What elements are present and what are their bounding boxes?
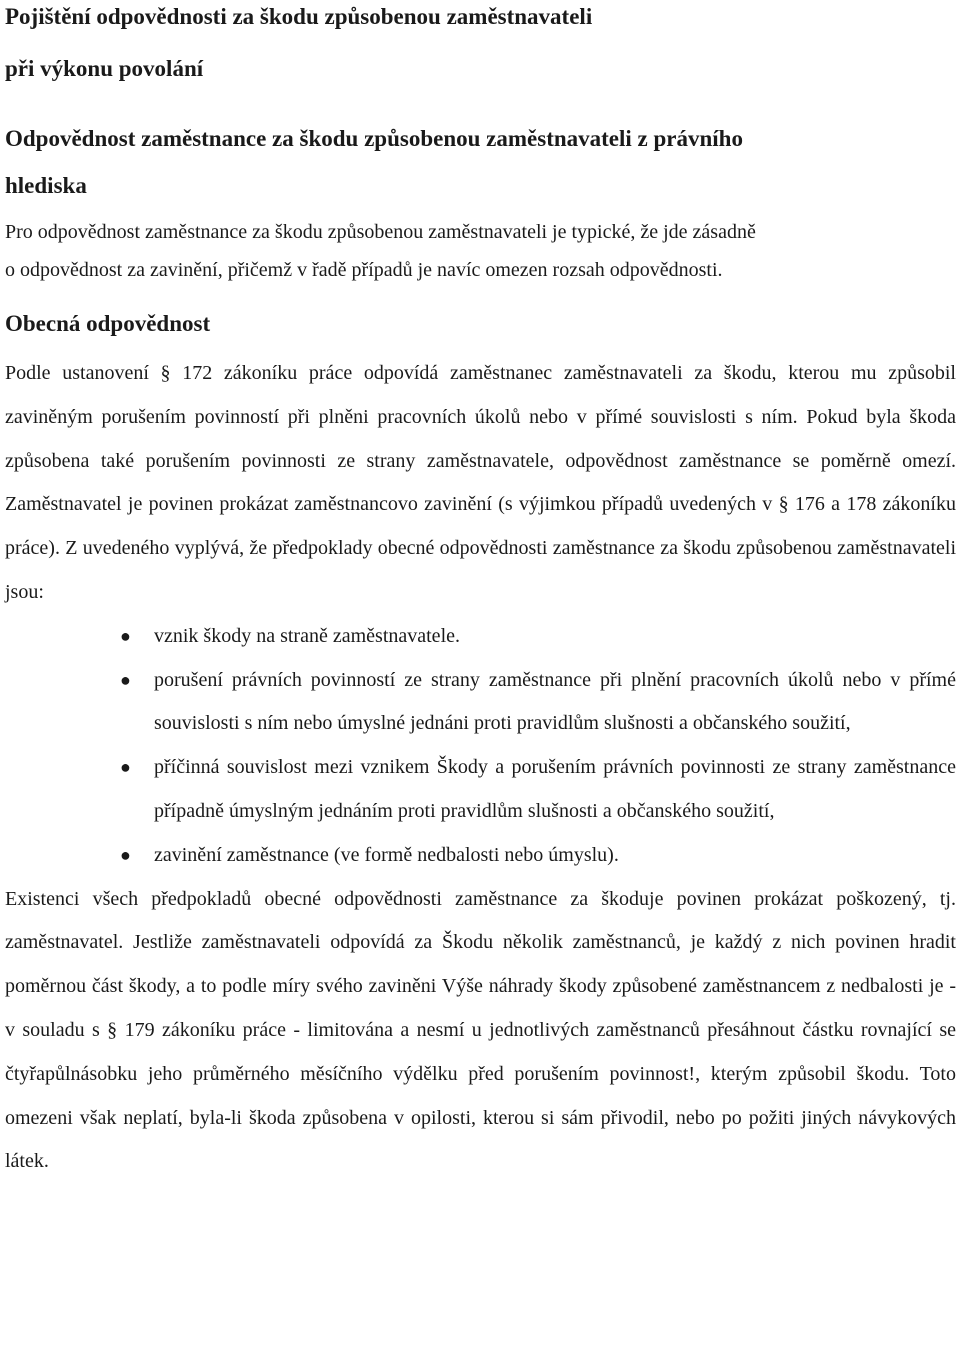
bullet-icon: ● <box>120 844 131 865</box>
list-item <box>5 615 956 659</box>
list-item <box>5 746 956 834</box>
section-title-line-1: Odpovědnost zaměstnance za škodu způsobenou zaměstnavateli z právního <box>5 126 743 151</box>
list-item <box>5 834 956 878</box>
bullet-icon: ● <box>120 757 131 778</box>
bullet-icon: ● <box>120 669 131 690</box>
list-item-text: vznik škody na straně zaměstnavatele. <box>154 624 460 647</box>
list-item-text: příčinná souvislost mezi vznikem Škody a porušením právních povinnosti ze strany zaměstnance případně úmyslným jednáním proti pravidlům slušnosti a občanského soužití, <box>154 756 956 822</box>
intro-line-1: Pro odpovědnost zaměstnance za škodu způsobenou zaměstnavateli je typické, že jde zásadně <box>5 221 756 243</box>
document-title-line-1: Pojištění odpovědnosti za škodu způsobenou zaměstnavateli <box>5 4 593 29</box>
paragraph-proof-and-limits: Existenci všech předpokladů obecné odpovědnosti zaměstnance za škoduje povinen prokázat poškozený, tj. zaměstnavatel. Jestliže zaměstnavateli odpovídá za Škodu několik zaměstnanců, je každý z nich povinen hradit poměrnou část škody, a to podle míry svého zaviněni Výše náhrady škody způsobené zaměstnancem z nedbalosti je - v souladu s § 179 zákoníku práce - limitována a nesmí u jednotlivých zaměstnanců přesáhnout částku rovnající se čtyřapůlnásobku jeho průměrného měsíčního výdělku před porušením povinnost!, kterým způsobil škodu. Toto omezeni však neplatí, byla-li škoda způsobena v opilosti, kterou si sám přivodil, nebo po požiti jiných návykových látek. <box>5 887 956 1173</box>
bullet-icon: ● <box>120 625 131 646</box>
subsection-heading: Obecná odpovědnost <box>5 311 211 336</box>
conditions-list <box>5 615 956 878</box>
list-item-text: porušení právních povinností ze strany zaměstnance při plnění pracovních úkolů nebo v přímé souvislosti s ním nebo úmyslné jednáni proti pravidlům slušnosti a občanského soužití, <box>154 668 956 735</box>
list-item <box>5 659 956 747</box>
intro-line-2: o odpovědnost za zavinění, přičemž v řadě případů je navíc omezen rozsah odpovědnosti. <box>5 259 723 281</box>
intro-paragraph <box>5 213 956 289</box>
document-title-line-2: při výkonu povolání <box>5 56 204 81</box>
section-title-line-2: hlediska <box>5 173 87 198</box>
list-item-text: zavinění zaměstnance (ve formě nedbalosti nebo úmyslu). <box>154 843 619 866</box>
paragraph-general-liability: Podle ustanovení § 172 zákoníku práce odpovídá zaměstnanec zaměstnavateli za škodu, kterou mu způsobil zaviněným porušením povinností při plněni pracovních úkolů nebo v přímé souvislosti s ním. Pokud byla škoda způsobena také porušením povinnosti ze strany zaměstnavatele, odpovědnost zaměstnance se poměrně omezí. Zaměstnavatel je povinen prokázat zaměstnancovo zavinění (s výjimkou případů uvedených v § 176 a 178 zákoníku práce). Z uvedeného vyplývá, že předpoklady obecné odpovědnosti zaměstnance za škodu způsobenou zaměstnavateli jsou: <box>5 362 956 603</box>
